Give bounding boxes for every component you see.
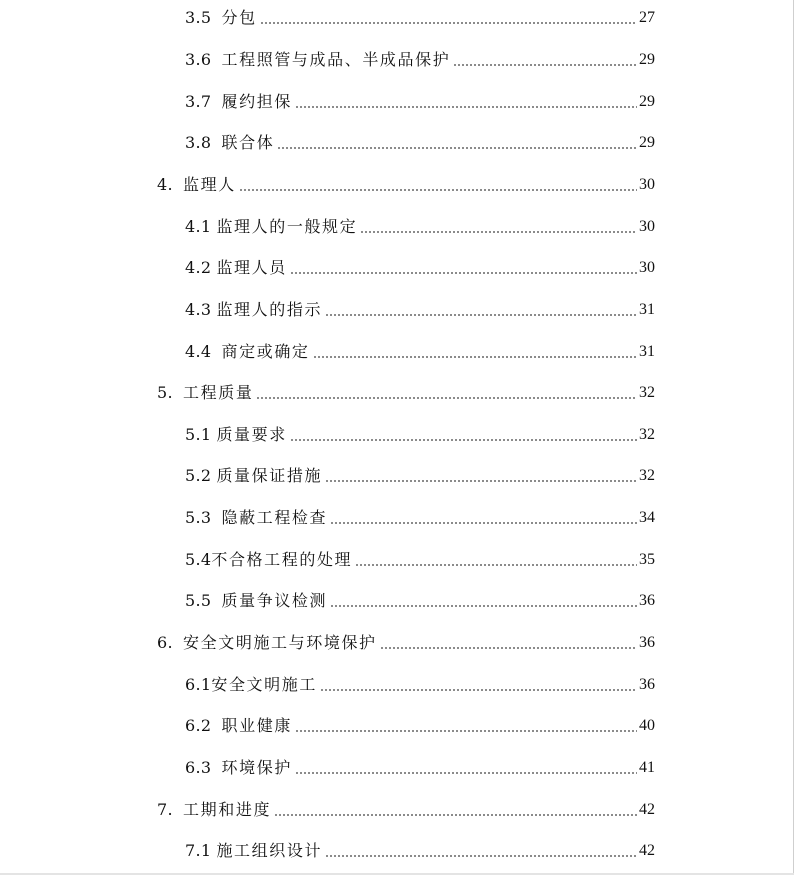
toc-entry[interactable]	[185, 587, 655, 611]
toc-entry[interactable]	[185, 462, 655, 486]
toc-entry-gap	[173, 800, 183, 820]
toc-entry[interactable]	[185, 837, 655, 861]
toc-entry-page-number: 42	[639, 842, 655, 859]
toc-entry[interactable]	[185, 213, 655, 237]
dot-leader	[290, 272, 637, 274]
toc-entry[interactable]	[185, 754, 655, 778]
toc-entry-title: 监理人的一般规定	[216, 217, 358, 236]
dot-leader	[239, 189, 637, 191]
toc-entry-number: 6.	[157, 633, 173, 652]
toc-entry-title: 职业健康	[221, 716, 292, 735]
toc-entry-gap	[173, 383, 183, 403]
toc-entry-page-number: 27	[639, 9, 655, 26]
toc-entry-gap	[211, 342, 221, 362]
toc-entry-title: 监理人的指示	[216, 300, 323, 319]
toc-entry-page-number: 31	[639, 301, 655, 318]
toc-entry[interactable]	[185, 421, 655, 445]
toc-entry[interactable]	[157, 171, 655, 195]
toc-entry-title: 不合格工程的处理	[211, 550, 353, 569]
toc-entry-gap	[211, 508, 221, 528]
dot-leader	[274, 814, 637, 816]
dot-leader	[330, 522, 637, 524]
toc-entry-title: 履约担保	[221, 92, 292, 111]
dot-leader	[355, 564, 637, 566]
toc-entry[interactable]	[157, 796, 655, 820]
toc-entry-gap	[211, 133, 221, 153]
toc-entry-title: 安全文明施工与环境保护	[183, 633, 377, 652]
toc-entry-number: 3.6	[185, 50, 212, 69]
toc-entry-title: 工期和进度	[183, 800, 272, 819]
toc-entry[interactable]	[185, 254, 655, 278]
toc-entry-page-number: 30	[639, 218, 655, 235]
toc-entry-number: 4.4	[185, 342, 212, 361]
toc-entry-page-number: 32	[639, 384, 655, 401]
toc-entry-gap	[211, 716, 221, 736]
toc-entry-number: 3.8	[185, 133, 212, 152]
toc-entry-title: 质量保证措施	[216, 466, 323, 485]
toc-entry-gap	[211, 758, 221, 778]
toc-entry-title: 环境保护	[221, 758, 292, 777]
toc-entry-title: 商定或确定	[221, 342, 310, 361]
toc-entry-title: 监理人	[183, 175, 236, 194]
toc-entry-page-number: 32	[639, 467, 655, 484]
toc-entry-title: 质量争议检测	[221, 591, 328, 610]
dot-leader	[325, 855, 637, 857]
dot-leader	[360, 231, 637, 233]
toc-entry-number: 5.5	[185, 591, 212, 610]
toc-entry-page-number: 35	[639, 551, 655, 568]
toc-entry-page-number: 36	[639, 676, 655, 693]
toc-entry[interactable]	[185, 712, 655, 736]
toc-entry-gap	[211, 591, 221, 611]
toc-entry[interactable]	[185, 88, 655, 112]
toc-entry[interactable]	[185, 296, 655, 320]
toc-entry-page-number: 29	[639, 51, 655, 68]
toc-entry-page-number: 30	[639, 259, 655, 276]
toc-entry-title: 工程照管与成品、半成品保护	[221, 50, 451, 69]
toc-entry[interactable]	[157, 379, 655, 403]
toc-entry-number: 4.	[157, 175, 173, 194]
dot-leader	[256, 397, 637, 399]
dot-leader	[260, 22, 637, 24]
dot-leader	[453, 64, 637, 66]
toc-entry-page-number: 30	[639, 176, 655, 193]
toc-entry-page-number: 29	[639, 93, 655, 110]
dot-leader	[325, 314, 637, 316]
toc-entry-page-number: 32	[639, 426, 655, 443]
toc-entry-number: 4.2	[185, 258, 212, 277]
toc-entry-number: 5.4	[185, 550, 212, 569]
dot-leader	[320, 689, 637, 691]
toc-entry[interactable]	[185, 504, 655, 528]
toc-entry[interactable]	[157, 629, 655, 653]
toc-entry-title: 工程质量	[183, 383, 254, 402]
toc-entry[interactable]	[185, 4, 655, 28]
toc-entry[interactable]	[185, 338, 655, 362]
toc-entry[interactable]	[185, 671, 655, 695]
toc-entry-gap	[173, 633, 183, 653]
toc-entry-number: 3.5	[185, 8, 212, 27]
toc-entry-page-number: 29	[639, 134, 655, 151]
toc-entry-number: 5.	[157, 383, 173, 402]
toc-entry-number: 4.3	[185, 300, 212, 319]
toc-entry-gap	[173, 175, 183, 195]
toc-entry-page-number: 34	[639, 509, 655, 526]
toc-entry-number: 7.	[157, 800, 173, 819]
dot-leader	[325, 480, 637, 482]
dot-leader	[295, 106, 637, 108]
toc-entry-gap	[211, 50, 221, 70]
toc-entry-page-number: 42	[639, 801, 655, 818]
toc-entry-title: 施工组织设计	[216, 841, 323, 860]
toc-entry-gap	[211, 92, 221, 112]
toc-entry-page-number: 36	[639, 592, 655, 609]
toc-entry-number: 6.3	[185, 758, 212, 777]
toc-entry-number: 6.1	[185, 675, 212, 694]
dot-leader	[330, 605, 637, 607]
toc-entry-page-number: 40	[639, 717, 655, 734]
toc-entry-number: 4.1	[185, 217, 212, 236]
toc-entry-number: 5.3	[185, 508, 212, 527]
toc-entry-number: 3.7	[185, 92, 212, 111]
dot-leader	[290, 439, 637, 441]
toc-entry-page-number: 36	[639, 634, 655, 651]
dot-leader	[380, 647, 637, 649]
toc-entry-title: 安全文明施工	[211, 675, 317, 694]
toc-entry[interactable]	[185, 46, 655, 70]
toc-entry-number: 5.2	[185, 466, 212, 485]
toc-entry[interactable]	[185, 546, 655, 570]
toc-entry-number: 5.1	[185, 425, 212, 444]
dot-leader	[313, 356, 637, 358]
toc-entry-title: 联合体	[221, 133, 275, 152]
toc-entry-title: 质量要求	[216, 425, 287, 444]
dot-leader	[295, 730, 637, 732]
toc-entry-gap	[211, 8, 221, 28]
toc-entry-page-number: 31	[639, 343, 655, 360]
toc-entry-page-number: 41	[639, 759, 655, 776]
toc-entry[interactable]	[185, 129, 655, 153]
dot-leader	[295, 772, 637, 774]
toc-entry-title: 分包	[221, 8, 257, 27]
dot-leader	[277, 147, 637, 149]
toc-entry-title: 监理人员	[216, 258, 287, 277]
toc-entry-number: 6.2	[185, 716, 212, 735]
toc-entry-number: 7.1	[185, 841, 212, 860]
toc-entry-title: 隐蔽工程检查	[221, 508, 328, 527]
